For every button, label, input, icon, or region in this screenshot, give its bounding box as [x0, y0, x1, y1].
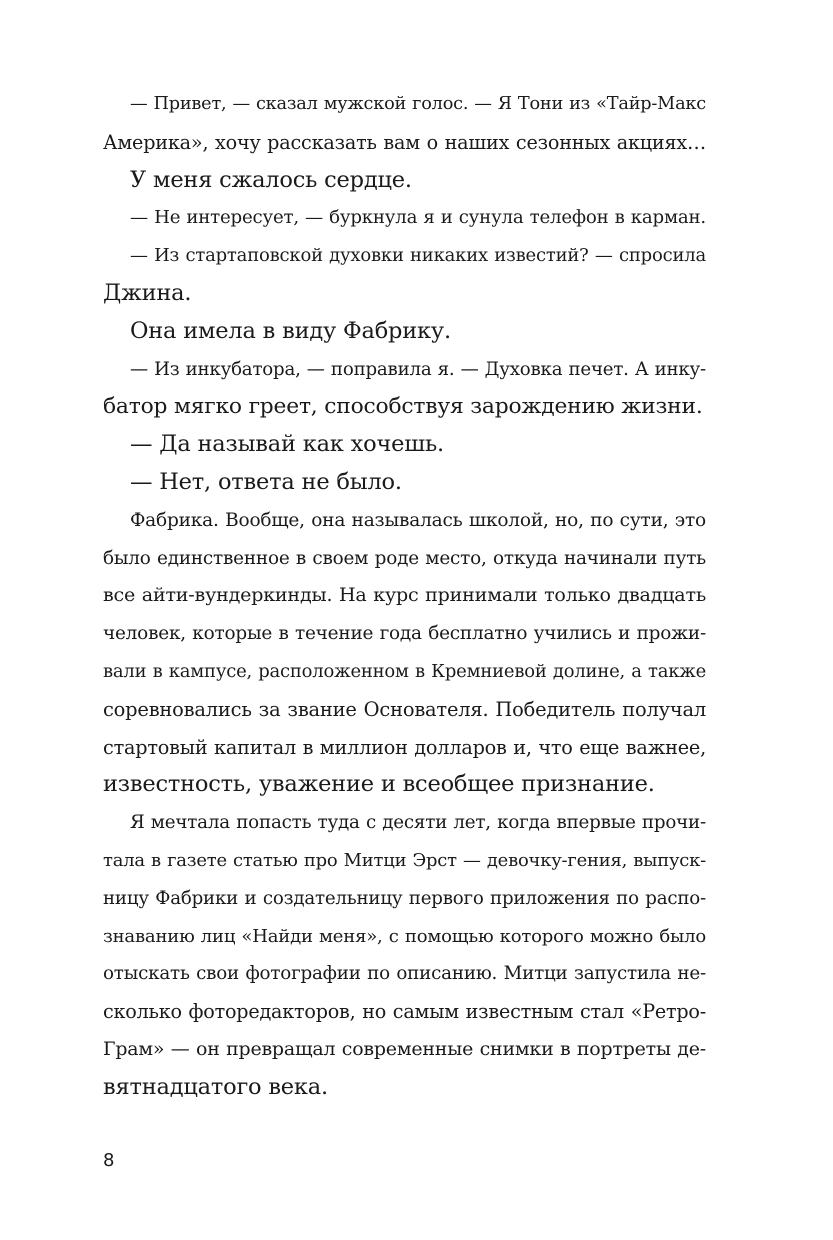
text-line: Фабрика. Вообще, она называлась школой, но, по сути, это	[130, 509, 706, 531]
text-line: тала в газете статью про Митци Эрст — девочку-гения, выпуск-	[103, 849, 706, 871]
text-line: все айти-вундеркинды. На курс принимали только двадцать	[103, 584, 706, 607]
text-line: — Привет, — сказал мужской голос. — Я Тони из «Тайр-Макс	[130, 94, 706, 114]
text-line: сколько фоторедакторов, но самым известным стал «Ретро-	[103, 1000, 706, 1024]
text-line: Джина.	[103, 279, 192, 306]
text-line: соревновались за звание Основателя. Победитель получал	[103, 697, 706, 721]
text-line: вятнадцатого века.	[103, 1073, 328, 1100]
text-line: — Из инкубатора, — поправила я. — Духовка печет. А инку-	[130, 358, 706, 380]
text-line: Америка», хочу рассказать вам о наших сезонных акциях…	[103, 130, 706, 154]
text-line: — Из стартаповской духовки никаких известий? — спросила	[130, 245, 706, 267]
text-line: — Да называй как хочешь.	[130, 431, 444, 458]
text-line: — Не интересует, — буркнула я и сунула телефон в карман.	[130, 207, 706, 229]
text-line: было единственное в своем роде место, откуда начинали путь	[103, 547, 706, 569]
page-number: 8	[103, 1150, 115, 1171]
text-line: стартовый капитал в миллион долларов и, что еще важнее,	[103, 735, 706, 759]
text-line: известность, уважение и всеобщее признание.	[103, 771, 655, 798]
text-line: ницу Фабрики и создательницу первого приложения по распо-	[103, 887, 706, 909]
text-line: отыскать свои фотографии по описанию. Митци запустила не-	[103, 963, 706, 985]
text-line: Я мечтала попасть туда с десяти лет, когда впервые прочи-	[130, 812, 706, 834]
text-line: Грам» — он превращал современные снимки в портреты де-	[103, 1037, 706, 1060]
text-line: человек, которые в течение года бесплатно учились и прожи-	[103, 623, 706, 645]
text-line: — Нет, ответа не было.	[130, 468, 402, 495]
text-line: Она имела в виду Фабрику.	[130, 317, 451, 344]
text-line: батор мягко греет, способствуя зарождению жизни.	[103, 394, 703, 420]
text-line: У меня сжалось сердце.	[130, 166, 412, 193]
body-text	[103, 86, 706, 1107]
text-line: вали в кампусе, расположенном в Кремниевой долине, а также	[103, 660, 706, 682]
text-line: знаванию лиц «Найди меня», с помощью которого можно было	[103, 925, 706, 947]
